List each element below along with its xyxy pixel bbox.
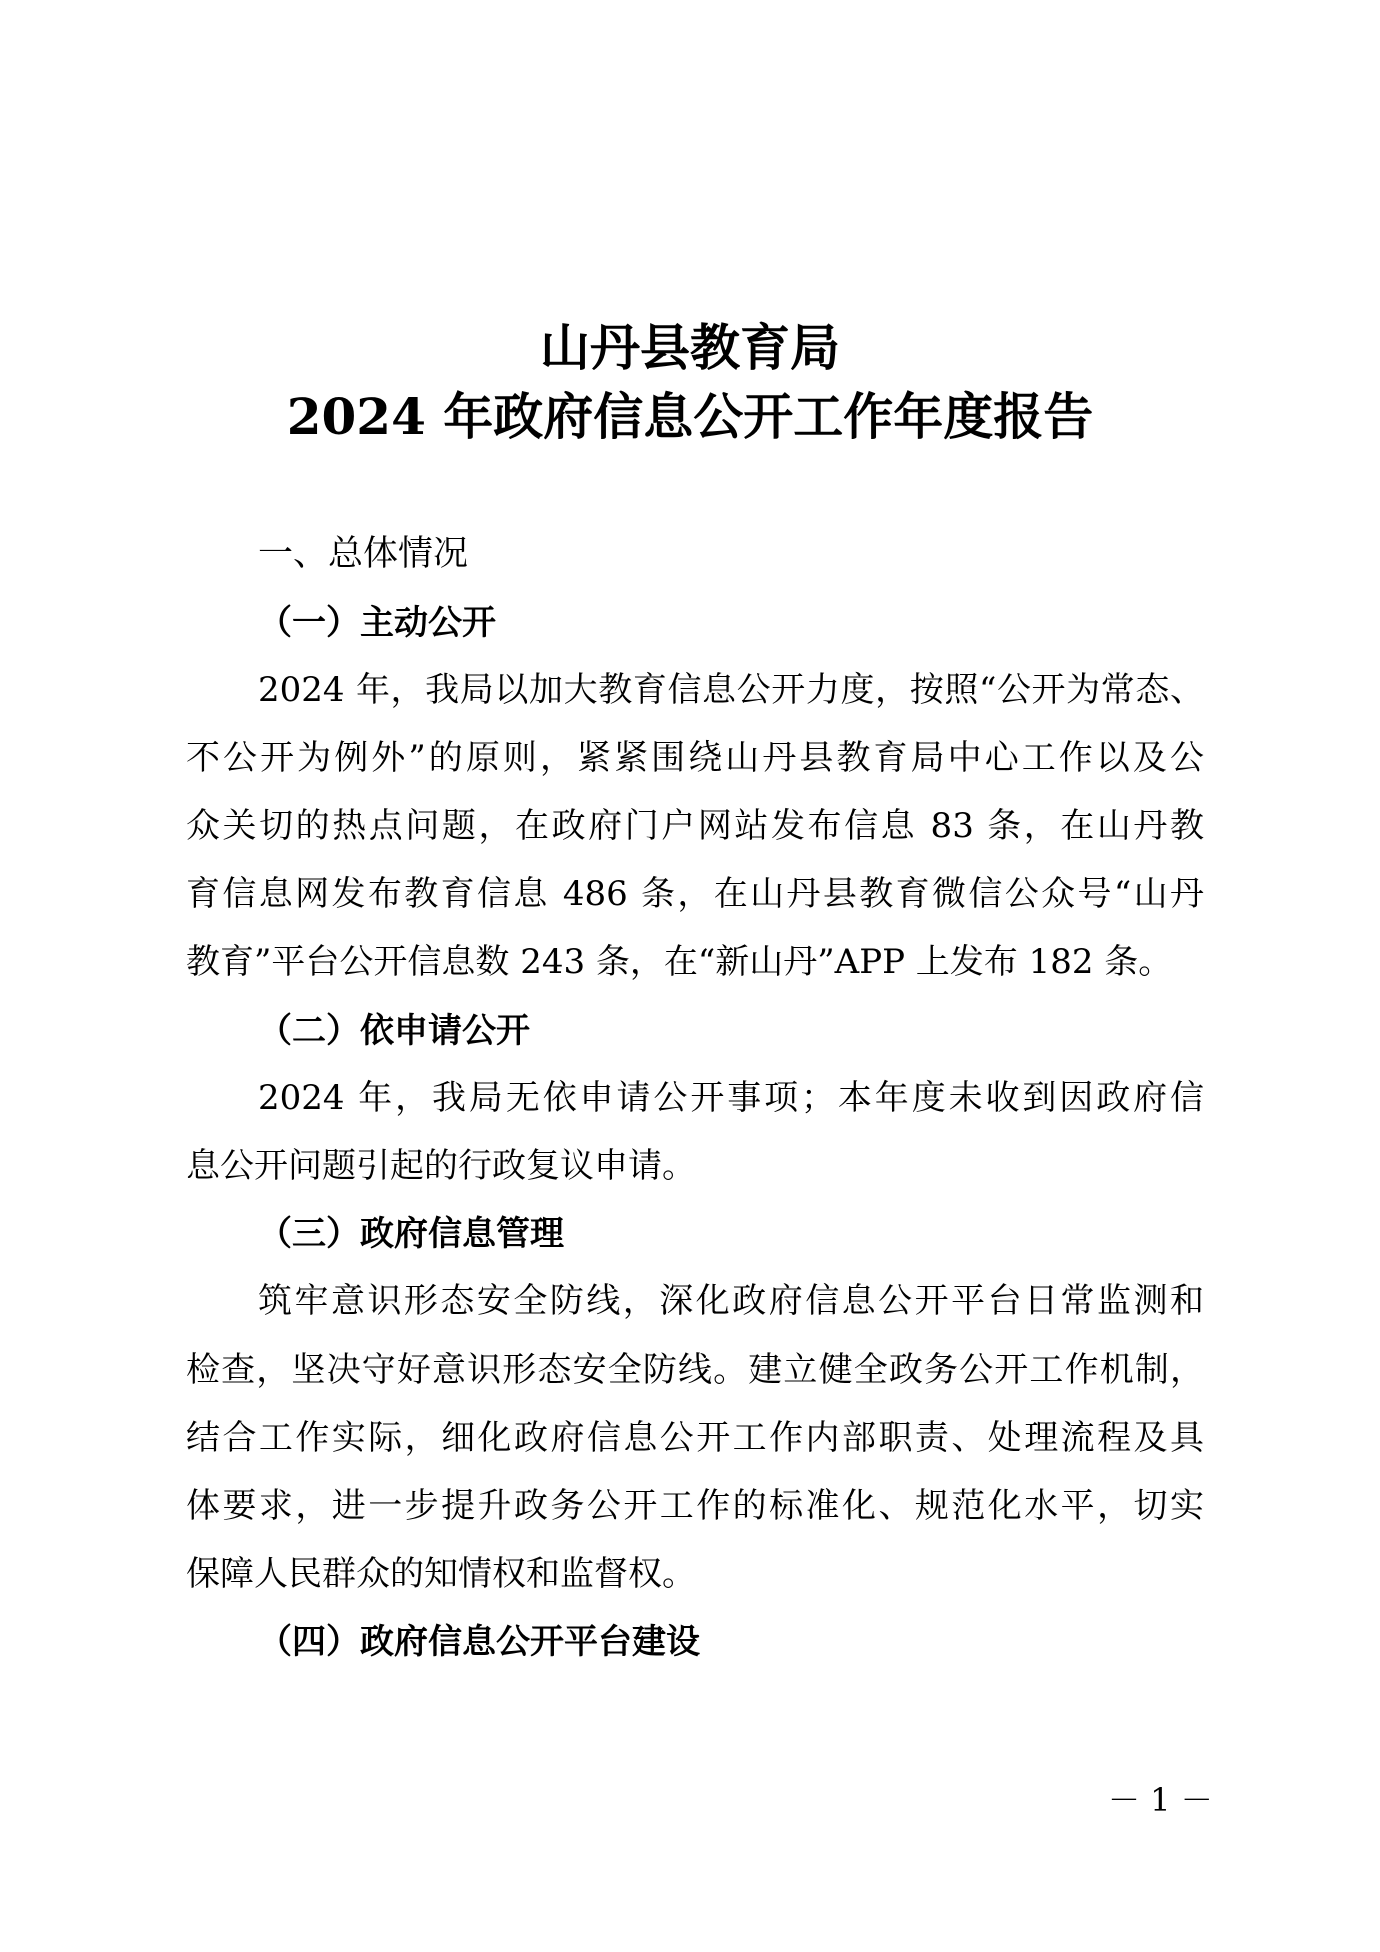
document-title: 山丹县教育局 bbox=[540, 318, 840, 377]
paragraph-line: 众关切的热点问题，在政府门户网站发布信息 83 条，在山丹教 bbox=[186, 806, 1204, 846]
subsection-heading-platform-construction: （四）政府信息公开平台建设 bbox=[258, 1622, 700, 1662]
paragraph-line: 保障人民群众的知情权和监督权。 bbox=[186, 1554, 696, 1594]
paragraph-line: 筑牢意识形态安全防线，深化政府信息公开平台日常监测和 bbox=[258, 1281, 1204, 1321]
paragraph-line: 息公开问题引起的行政复议申请。 bbox=[186, 1146, 696, 1186]
paragraph-line: 育信息网发布教育信息 486 条，在山丹县教育微信公众号“山丹 bbox=[186, 874, 1204, 914]
section-heading-overview: 一、总体情况 bbox=[258, 534, 469, 574]
paragraph-line: 不公开为例外”的原则，紧紧围绕山丹县教育局中心工作以及公 bbox=[186, 738, 1204, 778]
document-subtitle: 2024 年政府信息公开工作年度报告 bbox=[286, 387, 1094, 446]
paragraph-line: 2024 年，我局以加大教育信息公开力度，按照“公开为常态、 bbox=[258, 670, 1204, 710]
paragraph-line: 教育”平台公开信息数 243 条，在“新山丹”APP 上发布 182 条。 bbox=[186, 942, 1173, 982]
paragraph-line: 体要求，进一步提升政务公开工作的标准化、规范化水平，切实 bbox=[186, 1486, 1204, 1526]
paragraph-line: 2024 年，我局无依申请公开事项；本年度未收到因政府信 bbox=[258, 1078, 1204, 1118]
paragraph-line: 结合工作实际，细化政府信息公开工作内部职责、处理流程及具 bbox=[186, 1418, 1204, 1458]
page-number: － 1 － bbox=[1108, 1781, 1213, 1819]
subsection-heading-information-management: （三）政府信息管理 bbox=[258, 1214, 564, 1254]
paragraph-line: 检查，坚决守好意识形态安全防线。建立健全政务公开工作机制， bbox=[186, 1350, 1204, 1390]
subsection-heading-request-disclosure: （二）依申请公开 bbox=[258, 1011, 530, 1051]
subsection-heading-active-disclosure: （一）主动公开 bbox=[258, 603, 496, 643]
